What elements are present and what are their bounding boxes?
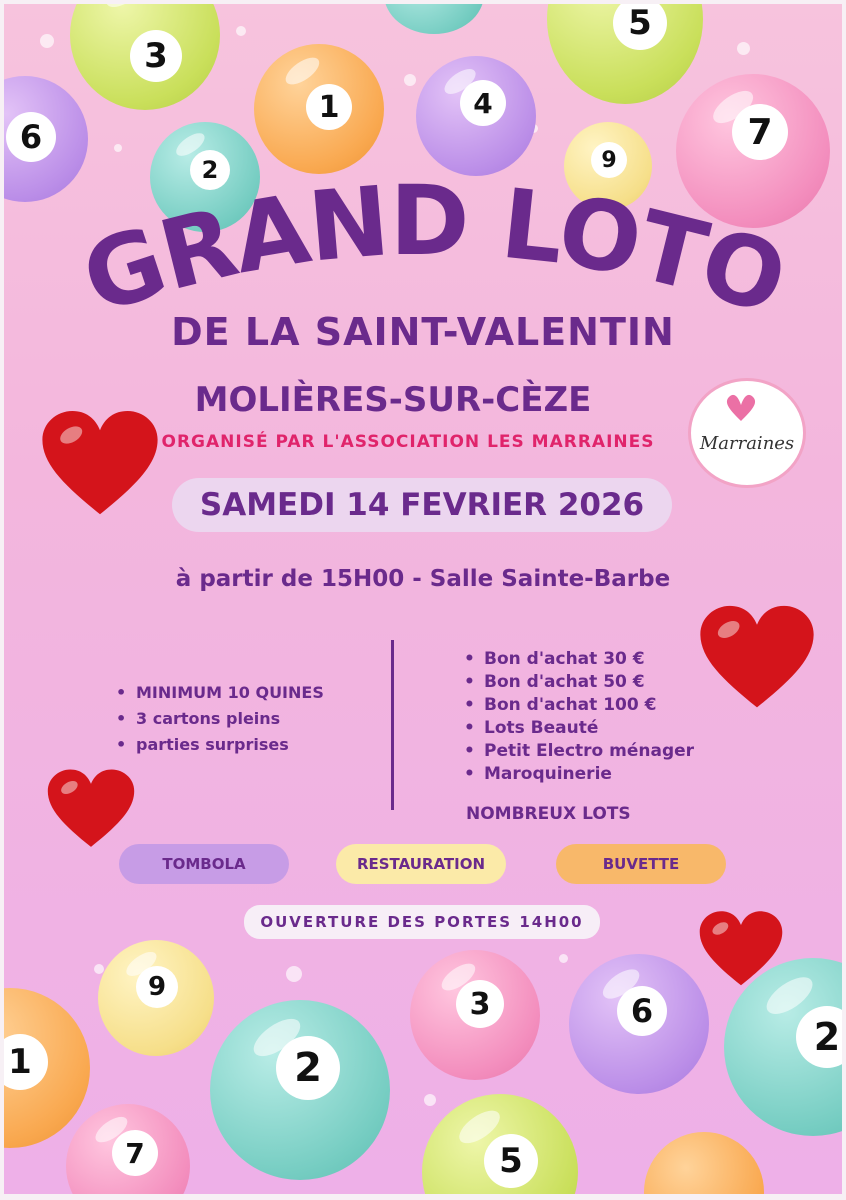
list-item: • 3 cartons pleins — [116, 706, 324, 732]
ball-number: 7 — [112, 1130, 158, 1176]
bingo-ball — [644, 1132, 764, 1194]
heart-icon — [46, 766, 136, 854]
list-item: • Bon d'achat 30 € — [464, 648, 694, 671]
bingo-ball — [66, 1104, 190, 1194]
list-item: • Bon d'achat 100 € — [464, 694, 694, 717]
bingo-ball — [547, 4, 703, 104]
loto-poster — [4, 4, 842, 1194]
pill-label: BUVETTE — [602, 855, 680, 873]
left-info-list — [116, 680, 324, 758]
pill-label: RESTAURATION — [356, 855, 486, 873]
ball-number: 6 — [617, 986, 667, 1036]
ball-number: 2 — [190, 150, 230, 190]
bubble-dot — [737, 42, 750, 55]
time-place: à partir de 15H00 - Salle Sainte-Barbe — [175, 566, 671, 592]
svg-text:GRAND LOTO — [70, 165, 798, 324]
divider — [391, 640, 394, 810]
list-item: • Lots Beauté — [464, 717, 694, 740]
date-banner — [172, 478, 672, 532]
location: MOLIÈRES-SUR-CÈZE — [194, 380, 592, 420]
ball-number: 5 — [613, 4, 667, 50]
heart-icon — [40, 404, 160, 526]
ball-number: 3 — [456, 980, 504, 1028]
bingo-ball — [384, 4, 484, 34]
bingo-ball — [422, 1094, 578, 1194]
ball-number: 9 — [591, 142, 627, 178]
ball-number: 7 — [732, 104, 788, 160]
restauration-pill — [336, 844, 506, 884]
ball-number: 2 — [276, 1036, 340, 1100]
bubble-dot — [404, 74, 416, 86]
ball-number: 3 — [130, 30, 182, 82]
bingo-ball — [98, 940, 214, 1056]
tombola-pill — [119, 844, 289, 884]
fairy-icon — [721, 391, 761, 427]
list-item: • MINIMUM 10 QUINES — [116, 680, 324, 706]
organizer-line: ORGANISÉ PAR L'ASSOCIATION LES MARRAINES — [161, 432, 655, 452]
list-item: • Bon d'achat 50 € — [464, 671, 694, 694]
bingo-ball — [70, 4, 220, 110]
bingo-ball — [210, 1000, 390, 1180]
bubble-dot — [236, 26, 246, 36]
heart-icon — [698, 600, 816, 718]
bubble-dot — [286, 966, 302, 982]
doors-text: OUVERTURE DES PORTES 14H00 — [260, 913, 584, 931]
bingo-ball — [410, 950, 540, 1080]
title-text: GRAND LOTO — [69, 164, 798, 324]
ball-number: 1 — [4, 1034, 48, 1090]
bubble-dot — [40, 34, 54, 48]
date-text: SAMEDI 14 FEVRIER 2026 — [199, 487, 645, 523]
bingo-ball — [569, 954, 709, 1094]
lots-label: NOMBREUX LOTS — [466, 804, 631, 824]
subtitle: DE LA SAINT-VALENTIN — [171, 310, 675, 354]
ball-number: 1 — [306, 84, 352, 130]
list-item: • Petit Electro ménager — [464, 740, 694, 763]
ball-number: 4 — [460, 80, 506, 126]
bingo-ball — [4, 988, 90, 1148]
grand-loto-title — [4, 124, 842, 324]
buvette-pill — [556, 844, 726, 884]
bubble-dot — [424, 1094, 436, 1106]
ball-number: 6 — [6, 112, 56, 162]
doors-opening — [244, 905, 600, 939]
list-item: • Maroquinerie — [464, 763, 694, 786]
logo-text: Marraines — [699, 432, 795, 454]
pill-label: TOMBOLA — [162, 855, 246, 873]
ball-number: 2 — [796, 1006, 842, 1068]
ball-number: 5 — [484, 1134, 538, 1188]
bubble-dot — [559, 954, 568, 963]
ball-number: 9 — [136, 966, 178, 1008]
prizes-list — [464, 648, 694, 786]
marraines-logo — [688, 378, 806, 488]
list-item: • parties surprises — [116, 732, 324, 758]
